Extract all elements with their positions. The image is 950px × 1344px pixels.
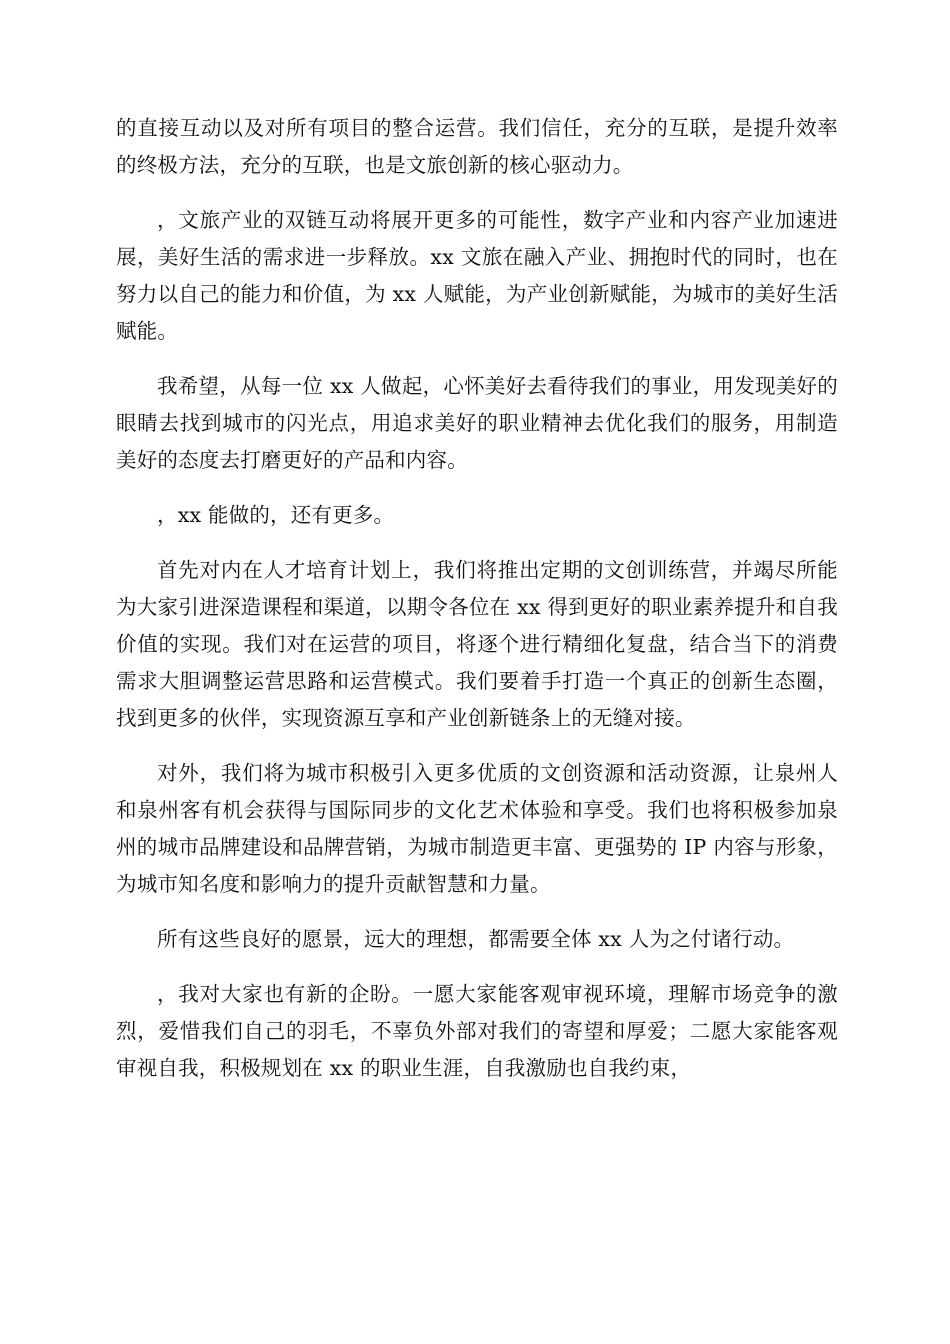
paragraph-4: ，xx 能做的，还有更多。 [157, 503, 395, 527]
paragraph-6: 对外，我们将为城市积极引入更多优质的文创资源和活动资源，让泉州人和泉州客有机会获得与国际同步的文化艺术体验和享受。我们也将积极参加泉州的城市品牌建设和品牌营销，为城市制造更丰富、更强势的 IP 内容与形象，为城市知名度和影响力的提升贡献智慧和力量。 [116, 761, 838, 896]
paragraph-7: 所有这些良好的愿景，远大的理想，都需要全体 xx 人为之付诸行动。 [157, 927, 795, 951]
paragraph-1: 的直接互动以及对所有项目的整合运营。我们信任，充分的互联，是提升效率的终极方法，充分的互联，也是文旅创新的核心驱动力。 [116, 116, 838, 177]
paragraph-8: ，我对大家也有新的企盼。一愿大家能客观审视环境，理解市场竞争的激烈，爱惜我们自己的羽毛，不辜负外部对我们的寄望和厚爱；二愿大家能客观审视自我，积极规划在 xx 的职业生涯，自我激励也自我约束， [116, 982, 838, 1080]
paragraph-2: ，文旅产业的双链互动将展开更多的可能性，数字产业和内容产业加速进展，美好生活的需求进一步释放。xx 文旅在融入产业、拥抱时代的同时，也在努力以自己的能力和价值，为 xx 人赋能，为产业创新赋能，为城市的美好生活赋能。 [116, 208, 838, 343]
paragraph-3: 我希望，从每一位 xx 人做起，心怀美好去看待我们的事业，用发现美好的眼睛去找到城市的闪光点，用追求美好的职业精神去优化我们的服务，用制造美好的态度去打磨更好的产品和内容。 [116, 374, 838, 472]
document-page [116, 110, 838, 1105]
paragraph-5: 首先对内在人才培育计划上，我们将推出定期的文创训练营，并竭尽所能为大家引进深造课程和渠道，以期令各位在 xx 得到更好的职业素养提升和自我价值的实现。我们对在运营的项目，将逐个进行精细化复盘，结合当下的消费需求大胆调整运营思路和运营模式。我们要着手打造一个真正的创新生态圈，找到更多的伙伴，实现资源互享和产业创新链条上的无缝对接。 [116, 558, 838, 730]
